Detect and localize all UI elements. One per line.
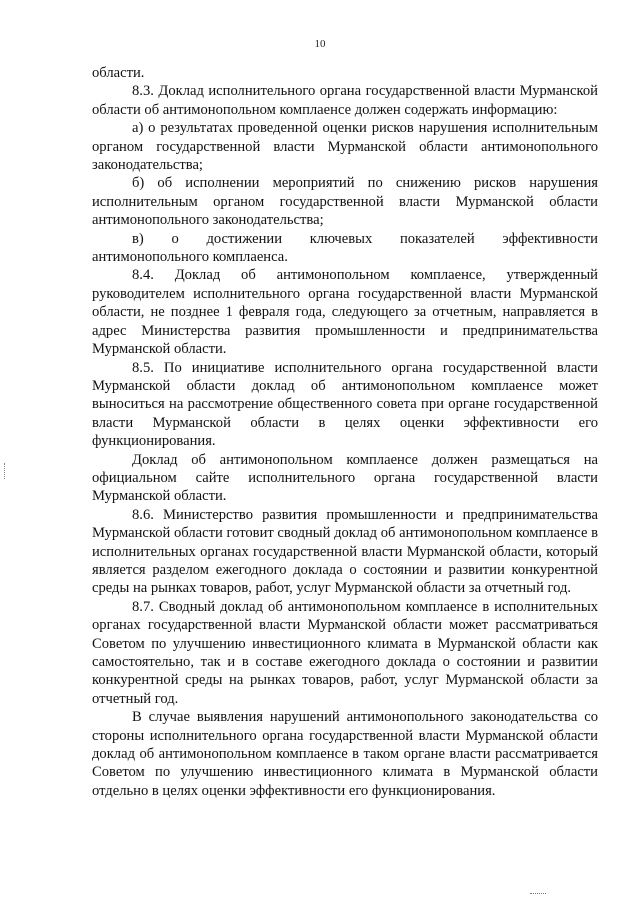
paragraph-continuation: области. (92, 65, 145, 81)
scan-edge-mark (4, 463, 6, 479)
page-number: 10 (314, 38, 326, 50)
paragraph-8-6: 8.6. Министерство развития промышленности и предпринимательства Мурманской области готовит сводный доклад об антимонопольном комплаенсе в исполнительных органах государственной власти Мурманской области, который является разделом ежегодного доклада о состоянии и развитии конкурентной среды на рынках товаров, работ, услуг Мурманской области за отчетный год. (92, 506, 598, 597)
paragraph-8-5: 8.5. По инициативе исполнительного органа государственной власти Мурманской области доклад об антимонопольном комплаенсе может выноситься на рассмотрение общественного совета при органе государственной власти Мурманской области в целях оценки эффективности его функционирования. (92, 359, 598, 450)
paragraph-8-3: 8.3. Доклад исполнительного органа государственной власти Мурманской области об антимонопольном комплаенсе должен содержать информацию: (92, 83, 598, 118)
paragraph-8-4: 8.4. Доклад об антимонопольном комплаенсе, утвержденный руководителем исполнительного органа государственной власти Мурманской области, не позднее 1 февраля года, следующего за отчетным, направляется в адрес Министерства развития промышленности и предпринимательства Мурманской области. (92, 267, 598, 358)
paragraph-8-5-publication: Доклад об антимонопольном комплаенсе должен размещаться на официальном сайте исполнительного органа государственной власти Мурманской области. (92, 451, 598, 505)
paragraph-8-3-b: б) об исполнении мероприятий по снижению рисков нарушения исполнительным органом государственной власти Мурманской области антимонопольного законодательства; (92, 175, 598, 229)
document-body (92, 64, 598, 800)
scan-footer-mark (530, 893, 546, 895)
paragraph-8-3-v: в) о достижении ключевых показателей эффективности антимонопольного комплаенса. (92, 230, 598, 266)
paragraph-8-7-violations: В случае выявления нарушений антимонопольного законодательства со стороны исполнительного органа государственной власти Мурманской области доклад об антимонопольном комплаенсе в таком органе власти рассматривается Советом по улучшению инвестиционного климата в Мурманской области отдельно в целях оценки эффективности его функционирования. (92, 709, 598, 799)
paragraph-8-3-a: а) о результатах проведенной оценки рисков нарушения исполнительным органом государственной власти Мурманской области антимонопольного законодательства; (92, 120, 598, 174)
paragraph-8-7: 8.7. Сводный доклад об антимонопольном комплаенсе в исполнительных органах государственной власти Мурманской области может рассматриваться Советом по улучшению инвестиционного климата в Мурманской области как самостоятельно, так и в составе ежегодного доклада о состоянии и развитии конкурентной среды на рынках товаров, работ, услуг Мурманской области за отчетный год. (92, 598, 598, 707)
